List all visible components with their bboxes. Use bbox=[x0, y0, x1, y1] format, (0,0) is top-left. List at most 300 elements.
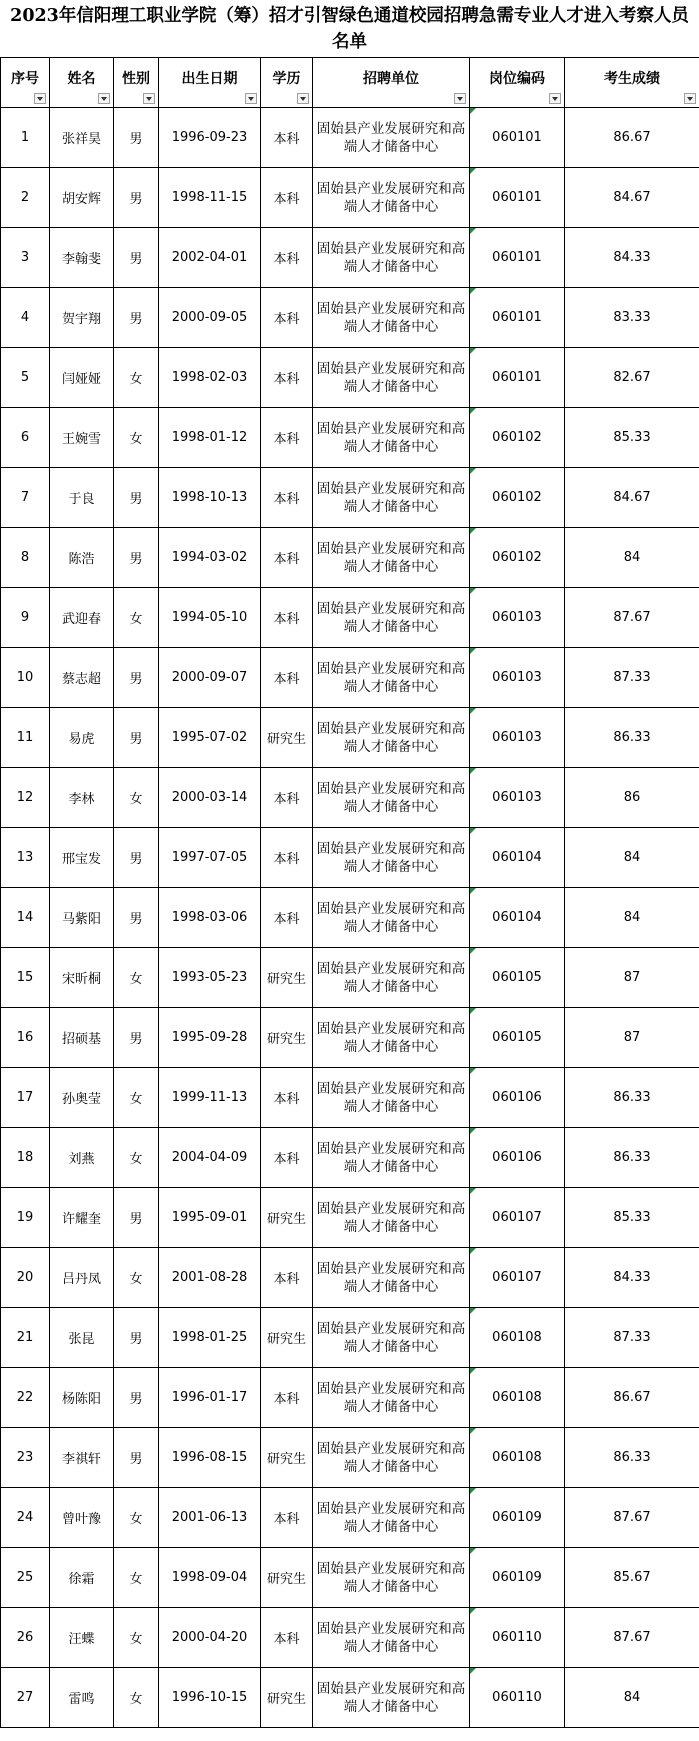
cell-name-text: 孙奥莹 bbox=[61, 1092, 101, 1107]
cell-name-text: 李翰斐 bbox=[61, 252, 101, 267]
cell-education-text: 本科 bbox=[273, 792, 300, 807]
cell-no-text: 14 bbox=[16, 910, 34, 925]
table-row bbox=[1, 1428, 699, 1488]
cell-gender bbox=[114, 468, 159, 528]
cell-no bbox=[1, 828, 50, 888]
header-label: 考生成绩 bbox=[604, 70, 660, 87]
cell-dob-text: 1998-10-13 bbox=[171, 490, 248, 505]
green-triangle-marker-icon bbox=[470, 348, 476, 354]
cell-position-code-text: 060102 bbox=[492, 490, 542, 505]
cell-no-text: 13 bbox=[16, 850, 34, 865]
cell-gender bbox=[114, 1008, 159, 1068]
cell-position-code-text: 060110 bbox=[492, 1690, 542, 1705]
cell-dob-text: 2002-04-01 bbox=[171, 250, 248, 265]
cell-no bbox=[1, 648, 50, 708]
cell-position-code bbox=[470, 1068, 565, 1128]
cell-position-code bbox=[470, 1368, 565, 1428]
cell-score bbox=[565, 1008, 699, 1068]
cell-score-text: 87.67 bbox=[613, 1630, 651, 1645]
cell-position-code bbox=[470, 168, 565, 228]
cell-unit bbox=[313, 708, 470, 768]
cell-name-text: 邢宝发 bbox=[61, 852, 101, 867]
cell-position-code-text: 060108 bbox=[492, 1390, 542, 1405]
cell-no-text: 22 bbox=[16, 1390, 34, 1405]
cell-no bbox=[1, 1488, 50, 1548]
cell-position-code-text: 060102 bbox=[492, 430, 542, 445]
cell-education bbox=[261, 288, 313, 348]
cell-unit-text: 固始县产业发展研究和高端人才储备中心 bbox=[316, 1200, 466, 1235]
filter-dropdown-icon[interactable] bbox=[297, 93, 309, 104]
cell-dob bbox=[159, 948, 261, 1008]
cell-position-code-text: 060103 bbox=[492, 670, 542, 685]
cell-education-text: 本科 bbox=[273, 1392, 300, 1407]
cell-unit bbox=[313, 1488, 470, 1548]
cell-unit-text: 固始县产业发展研究和高端人才储备中心 bbox=[316, 360, 466, 395]
green-triangle-marker-icon bbox=[470, 648, 476, 654]
cell-education-text: 研究生 bbox=[266, 732, 306, 747]
cell-score bbox=[565, 168, 699, 228]
cell-dob-text: 2000-04-20 bbox=[171, 1630, 248, 1645]
cell-unit-text: 固始县产业发展研究和高端人才储备中心 bbox=[316, 1020, 466, 1055]
cell-name-text: 张祥昊 bbox=[61, 132, 101, 147]
cell-name-text: 于良 bbox=[68, 492, 95, 507]
cell-unit bbox=[313, 408, 470, 468]
green-triangle-marker-icon bbox=[470, 1068, 476, 1074]
cell-gender-text: 男 bbox=[129, 552, 143, 567]
cell-name-text: 雷鸣 bbox=[68, 1692, 95, 1707]
cell-score bbox=[565, 108, 699, 168]
cell-gender-text: 男 bbox=[129, 912, 143, 927]
cell-name-text: 张昆 bbox=[68, 1332, 95, 1347]
cell-position-code bbox=[470, 288, 565, 348]
cell-no-text: 5 bbox=[20, 370, 30, 385]
cell-dob bbox=[159, 828, 261, 888]
cell-unit-text: 固始县产业发展研究和高端人才储备中心 bbox=[316, 1560, 466, 1595]
cell-education-text: 研究生 bbox=[266, 1032, 306, 1047]
cell-position-code-text: 060101 bbox=[492, 250, 542, 265]
cell-no-text: 12 bbox=[16, 790, 34, 805]
cell-position-code-text: 060105 bbox=[492, 970, 542, 985]
cell-dob-text: 2001-08-28 bbox=[171, 1270, 248, 1285]
cell-position-code bbox=[470, 1248, 565, 1308]
green-triangle-marker-icon bbox=[470, 1668, 476, 1674]
cell-gender bbox=[114, 408, 159, 468]
cell-education-text: 本科 bbox=[273, 1512, 300, 1527]
table-row bbox=[1, 1548, 699, 1608]
cell-education bbox=[261, 888, 313, 948]
cell-score-text: 87 bbox=[623, 1030, 641, 1045]
cell-name bbox=[50, 948, 114, 1008]
cell-dob-text: 1995-07-02 bbox=[171, 730, 248, 745]
cell-position-code-text: 060108 bbox=[492, 1450, 542, 1465]
cell-unit-text: 固始县产业发展研究和高端人才储备中心 bbox=[316, 300, 466, 335]
cell-gender-text: 男 bbox=[129, 672, 143, 687]
cell-score bbox=[565, 1668, 699, 1728]
cell-position-code bbox=[470, 828, 565, 888]
cell-education bbox=[261, 468, 313, 528]
cell-dob bbox=[159, 408, 261, 468]
green-triangle-marker-icon bbox=[470, 1188, 476, 1194]
cell-score bbox=[565, 948, 699, 1008]
cell-score-text: 84.33 bbox=[613, 250, 651, 265]
cell-gender bbox=[114, 768, 159, 828]
cell-gender-text: 女 bbox=[129, 1272, 143, 1287]
cell-dob bbox=[159, 1248, 261, 1308]
cell-name-text: 招硕基 bbox=[61, 1032, 101, 1047]
header-score bbox=[565, 58, 699, 108]
table-row bbox=[1, 1488, 699, 1548]
cell-no-text: 16 bbox=[16, 1030, 34, 1045]
cell-education-text: 研究生 bbox=[266, 1452, 306, 1467]
cell-unit-text: 固始县产业发展研究和高端人才储备中心 bbox=[316, 1260, 466, 1295]
table-row bbox=[1, 1668, 699, 1728]
cell-education-text: 本科 bbox=[273, 672, 300, 687]
header-label: 出生日期 bbox=[181, 70, 238, 87]
cell-position-code-text: 060102 bbox=[492, 550, 542, 565]
cell-unit-text: 固始县产业发展研究和高端人才储备中心 bbox=[316, 1620, 466, 1655]
cell-education-text: 本科 bbox=[273, 312, 300, 327]
cell-dob bbox=[159, 1128, 261, 1188]
cell-dob-text: 1998-11-15 bbox=[171, 190, 248, 205]
cell-unit bbox=[313, 1248, 470, 1308]
cell-score bbox=[565, 828, 699, 888]
cell-score bbox=[565, 1428, 699, 1488]
cell-dob-text: 1996-09-23 bbox=[171, 130, 248, 145]
cell-no-text: 7 bbox=[20, 490, 30, 505]
cell-name-text: 宋昕桐 bbox=[61, 972, 101, 987]
cell-gender bbox=[114, 1548, 159, 1608]
cell-education bbox=[261, 768, 313, 828]
cell-score bbox=[565, 888, 699, 948]
cell-unit-text: 固始县产业发展研究和高端人才储备中心 bbox=[316, 660, 466, 695]
cell-name bbox=[50, 708, 114, 768]
cell-unit-text: 固始县产业发展研究和高端人才储备中心 bbox=[316, 1140, 466, 1175]
cell-gender bbox=[114, 648, 159, 708]
cell-score-text: 87 bbox=[623, 970, 641, 985]
cell-score-text: 87.33 bbox=[613, 670, 651, 685]
cell-dob bbox=[159, 1368, 261, 1428]
cell-education bbox=[261, 408, 313, 468]
header-label: 学历 bbox=[272, 70, 301, 87]
cell-no bbox=[1, 1248, 50, 1308]
cell-unit-text: 固始县产业发展研究和高端人才储备中心 bbox=[316, 1380, 466, 1415]
cell-unit-text: 固始县产业发展研究和高端人才储备中心 bbox=[316, 780, 466, 815]
cell-gender bbox=[114, 1188, 159, 1248]
cell-name bbox=[50, 468, 114, 528]
cell-education-text: 本科 bbox=[273, 912, 300, 927]
cell-education-text: 本科 bbox=[273, 552, 300, 567]
cell-unit bbox=[313, 1428, 470, 1488]
cell-position-code-text: 060101 bbox=[492, 370, 542, 385]
cell-education bbox=[261, 168, 313, 228]
cell-no-text: 18 bbox=[16, 1150, 34, 1165]
cell-score-text: 85.67 bbox=[613, 1570, 651, 1585]
cell-name bbox=[50, 288, 114, 348]
cell-dob bbox=[159, 648, 261, 708]
cell-no bbox=[1, 1128, 50, 1188]
cell-name bbox=[50, 1308, 114, 1368]
cell-no-text: 20 bbox=[16, 1270, 34, 1285]
cell-score bbox=[565, 528, 699, 588]
cell-no bbox=[1, 1428, 50, 1488]
cell-score-text: 84.67 bbox=[613, 490, 651, 505]
cell-no-text: 10 bbox=[16, 670, 34, 685]
cell-dob-text: 1993-05-23 bbox=[171, 970, 248, 985]
cell-name-text: 徐霜 bbox=[68, 1572, 95, 1587]
cell-name-text: 汪蝶 bbox=[68, 1632, 95, 1647]
table-row bbox=[1, 708, 699, 768]
cell-unit bbox=[313, 948, 470, 1008]
green-triangle-marker-icon bbox=[470, 528, 476, 534]
cell-position-code-text: 060103 bbox=[492, 610, 542, 625]
cell-dob bbox=[159, 288, 261, 348]
cell-unit bbox=[313, 1188, 470, 1248]
cell-no bbox=[1, 588, 50, 648]
cell-name bbox=[50, 348, 114, 408]
cell-score bbox=[565, 408, 699, 468]
cell-unit-text: 固始县产业发展研究和高端人才储备中心 bbox=[316, 180, 466, 215]
cell-name bbox=[50, 1128, 114, 1188]
cell-gender-text: 男 bbox=[129, 312, 143, 327]
cell-unit bbox=[313, 1308, 470, 1368]
cell-unit bbox=[313, 1668, 470, 1728]
table-row bbox=[1, 528, 699, 588]
header-education bbox=[261, 58, 313, 108]
header-no bbox=[1, 58, 50, 108]
cell-dob-text: 2000-09-07 bbox=[171, 670, 248, 685]
filter-dropdown-icon[interactable] bbox=[143, 93, 155, 104]
cell-score bbox=[565, 228, 699, 288]
green-triangle-marker-icon bbox=[470, 948, 476, 954]
cell-education-text: 本科 bbox=[273, 852, 300, 867]
cell-gender bbox=[114, 588, 159, 648]
cell-name-text: 杨陈阳 bbox=[61, 1392, 101, 1407]
cell-score-text: 86.67 bbox=[613, 1390, 651, 1405]
header-gender bbox=[114, 58, 159, 108]
cell-unit bbox=[313, 828, 470, 888]
cell-name-text: 李林 bbox=[68, 792, 95, 807]
cell-no-text: 21 bbox=[16, 1330, 34, 1345]
cell-unit bbox=[313, 468, 470, 528]
cell-position-code-text: 060108 bbox=[492, 1330, 542, 1345]
cell-education bbox=[261, 228, 313, 288]
cell-gender-text: 男 bbox=[129, 1332, 143, 1347]
cell-gender bbox=[114, 948, 159, 1008]
green-triangle-marker-icon bbox=[470, 588, 476, 594]
table-row bbox=[1, 1068, 699, 1128]
cell-name bbox=[50, 588, 114, 648]
cell-dob bbox=[159, 468, 261, 528]
cell-unit bbox=[313, 648, 470, 708]
cell-position-code-text: 060109 bbox=[492, 1510, 542, 1525]
cell-dob bbox=[159, 1668, 261, 1728]
cell-score-text: 86.33 bbox=[613, 1450, 651, 1465]
cell-gender-text: 男 bbox=[129, 252, 143, 267]
cell-position-code-text: 060107 bbox=[492, 1210, 542, 1225]
cell-position-code bbox=[470, 1488, 565, 1548]
cell-education-text: 本科 bbox=[273, 432, 300, 447]
cell-dob-text: 1995-09-28 bbox=[171, 1030, 248, 1045]
cell-education bbox=[261, 828, 313, 888]
cell-score-text: 87.67 bbox=[613, 1510, 651, 1525]
cell-no bbox=[1, 468, 50, 528]
cell-education bbox=[261, 708, 313, 768]
cell-dob-text: 2000-03-14 bbox=[171, 790, 248, 805]
cell-no-text: 3 bbox=[20, 250, 30, 265]
cell-score-text: 84 bbox=[623, 850, 641, 865]
cell-score bbox=[565, 348, 699, 408]
cell-gender-text: 男 bbox=[129, 1392, 143, 1407]
cell-unit bbox=[313, 588, 470, 648]
filter-dropdown-icon[interactable] bbox=[98, 93, 110, 104]
cell-dob bbox=[159, 1188, 261, 1248]
filter-dropdown-icon[interactable] bbox=[245, 93, 257, 104]
cell-education bbox=[261, 528, 313, 588]
cell-score-text: 87.33 bbox=[613, 1330, 651, 1345]
cell-no-text: 9 bbox=[20, 610, 30, 625]
cell-gender-text: 女 bbox=[129, 372, 143, 387]
table-body bbox=[1, 108, 699, 1728]
cell-education-text: 研究生 bbox=[266, 1692, 306, 1707]
cell-education bbox=[261, 648, 313, 708]
cell-position-code bbox=[470, 1428, 565, 1488]
cell-position-code-text: 060104 bbox=[492, 850, 542, 865]
cell-position-code bbox=[470, 528, 565, 588]
green-triangle-marker-icon bbox=[470, 288, 476, 294]
table-row bbox=[1, 1188, 699, 1248]
cell-name-text: 陈浩 bbox=[68, 552, 95, 567]
cell-unit bbox=[313, 348, 470, 408]
cell-dob-text: 2004-04-09 bbox=[171, 1150, 248, 1165]
cell-position-code-text: 060109 bbox=[492, 1570, 542, 1585]
cell-name-text: 李祺轩 bbox=[61, 1452, 101, 1467]
cell-score bbox=[565, 1248, 699, 1308]
cell-name-text: 许耀奎 bbox=[61, 1212, 101, 1227]
cell-gender bbox=[114, 1128, 159, 1188]
cell-no-text: 15 bbox=[16, 970, 34, 985]
cell-dob bbox=[159, 588, 261, 648]
table-row bbox=[1, 1248, 699, 1308]
cell-no bbox=[1, 1188, 50, 1248]
cell-education bbox=[261, 348, 313, 408]
cell-no-text: 4 bbox=[20, 310, 30, 325]
cell-position-code bbox=[470, 768, 565, 828]
table-row bbox=[1, 468, 699, 528]
cell-name bbox=[50, 228, 114, 288]
cell-education-text: 本科 bbox=[273, 372, 300, 387]
cell-unit-text: 固始县产业发展研究和高端人才储备中心 bbox=[316, 1500, 466, 1535]
cell-position-code bbox=[470, 1668, 565, 1728]
cell-dob-text: 1998-01-25 bbox=[171, 1330, 248, 1345]
cell-position-code bbox=[470, 588, 565, 648]
cell-position-code bbox=[470, 468, 565, 528]
cell-gender bbox=[114, 1428, 159, 1488]
cell-name bbox=[50, 108, 114, 168]
cell-score bbox=[565, 708, 699, 768]
cell-score-text: 84 bbox=[623, 910, 641, 925]
cell-position-code bbox=[470, 1608, 565, 1668]
green-triangle-marker-icon bbox=[470, 828, 476, 834]
cell-dob-text: 1994-05-10 bbox=[171, 610, 248, 625]
cell-no-text: 17 bbox=[16, 1090, 34, 1105]
header-position-code bbox=[470, 58, 565, 108]
cell-name-text: 王婉雪 bbox=[61, 432, 101, 447]
filter-dropdown-icon[interactable] bbox=[549, 93, 561, 104]
cell-dob bbox=[159, 1488, 261, 1548]
cell-education-text: 本科 bbox=[273, 1092, 300, 1107]
cell-name bbox=[50, 648, 114, 708]
table-row bbox=[1, 288, 699, 348]
cell-unit-text: 固始县产业发展研究和高端人才储备中心 bbox=[316, 1080, 466, 1115]
cell-dob bbox=[159, 228, 261, 288]
filter-dropdown-icon[interactable] bbox=[34, 93, 46, 104]
cell-position-code-text: 060101 bbox=[492, 130, 542, 145]
cell-dob bbox=[159, 528, 261, 588]
cell-score-text: 84.67 bbox=[613, 190, 651, 205]
cell-gender-text: 女 bbox=[129, 972, 143, 987]
cell-gender bbox=[114, 108, 159, 168]
cell-gender bbox=[114, 1608, 159, 1668]
cell-name bbox=[50, 1668, 114, 1728]
cell-dob-text: 1998-03-06 bbox=[171, 910, 248, 925]
cell-position-code-text: 060110 bbox=[492, 1630, 542, 1645]
cell-gender bbox=[114, 888, 159, 948]
cell-position-code-text: 060103 bbox=[492, 730, 542, 745]
cell-unit-text: 固始县产业发展研究和高端人才储备中心 bbox=[316, 240, 466, 275]
cell-dob bbox=[159, 708, 261, 768]
cell-education bbox=[261, 1308, 313, 1368]
cell-name-text: 曾叶豫 bbox=[61, 1512, 101, 1527]
cell-position-code bbox=[470, 648, 565, 708]
cell-score-text: 86.33 bbox=[613, 730, 651, 745]
cell-no-text: 1 bbox=[20, 130, 30, 145]
cell-name bbox=[50, 1248, 114, 1308]
cell-dob bbox=[159, 768, 261, 828]
cell-position-code bbox=[470, 888, 565, 948]
filter-dropdown-icon[interactable] bbox=[454, 93, 466, 104]
header-unit bbox=[313, 58, 470, 108]
cell-dob-text: 1995-09-01 bbox=[171, 1210, 248, 1225]
cell-name-text: 武迎春 bbox=[61, 612, 101, 627]
table-row bbox=[1, 768, 699, 828]
cell-no-text: 6 bbox=[20, 430, 30, 445]
cell-position-code-text: 060101 bbox=[492, 310, 542, 325]
cell-position-code-text: 060103 bbox=[492, 790, 542, 805]
cell-no-text: 8 bbox=[20, 550, 30, 565]
cell-gender bbox=[114, 228, 159, 288]
cell-education bbox=[261, 1488, 313, 1548]
green-triangle-marker-icon bbox=[470, 1368, 476, 1374]
cell-education-text: 本科 bbox=[273, 1632, 300, 1647]
cell-score bbox=[565, 1608, 699, 1668]
cell-no bbox=[1, 888, 50, 948]
green-triangle-marker-icon bbox=[470, 1488, 476, 1494]
green-triangle-marker-icon bbox=[470, 888, 476, 894]
table-row bbox=[1, 408, 699, 468]
table-row bbox=[1, 1128, 699, 1188]
cell-score-text: 83.33 bbox=[613, 310, 651, 325]
cell-position-code bbox=[470, 948, 565, 1008]
cell-name-text: 易虎 bbox=[68, 732, 95, 747]
cell-dob-text: 1999-11-13 bbox=[171, 1090, 248, 1105]
cell-gender-text: 女 bbox=[129, 792, 143, 807]
cell-position-code bbox=[470, 1188, 565, 1248]
cell-unit bbox=[313, 1368, 470, 1428]
filter-dropdown-icon[interactable] bbox=[684, 93, 696, 104]
cell-no bbox=[1, 708, 50, 768]
cell-name bbox=[50, 1608, 114, 1668]
cell-no bbox=[1, 1308, 50, 1368]
